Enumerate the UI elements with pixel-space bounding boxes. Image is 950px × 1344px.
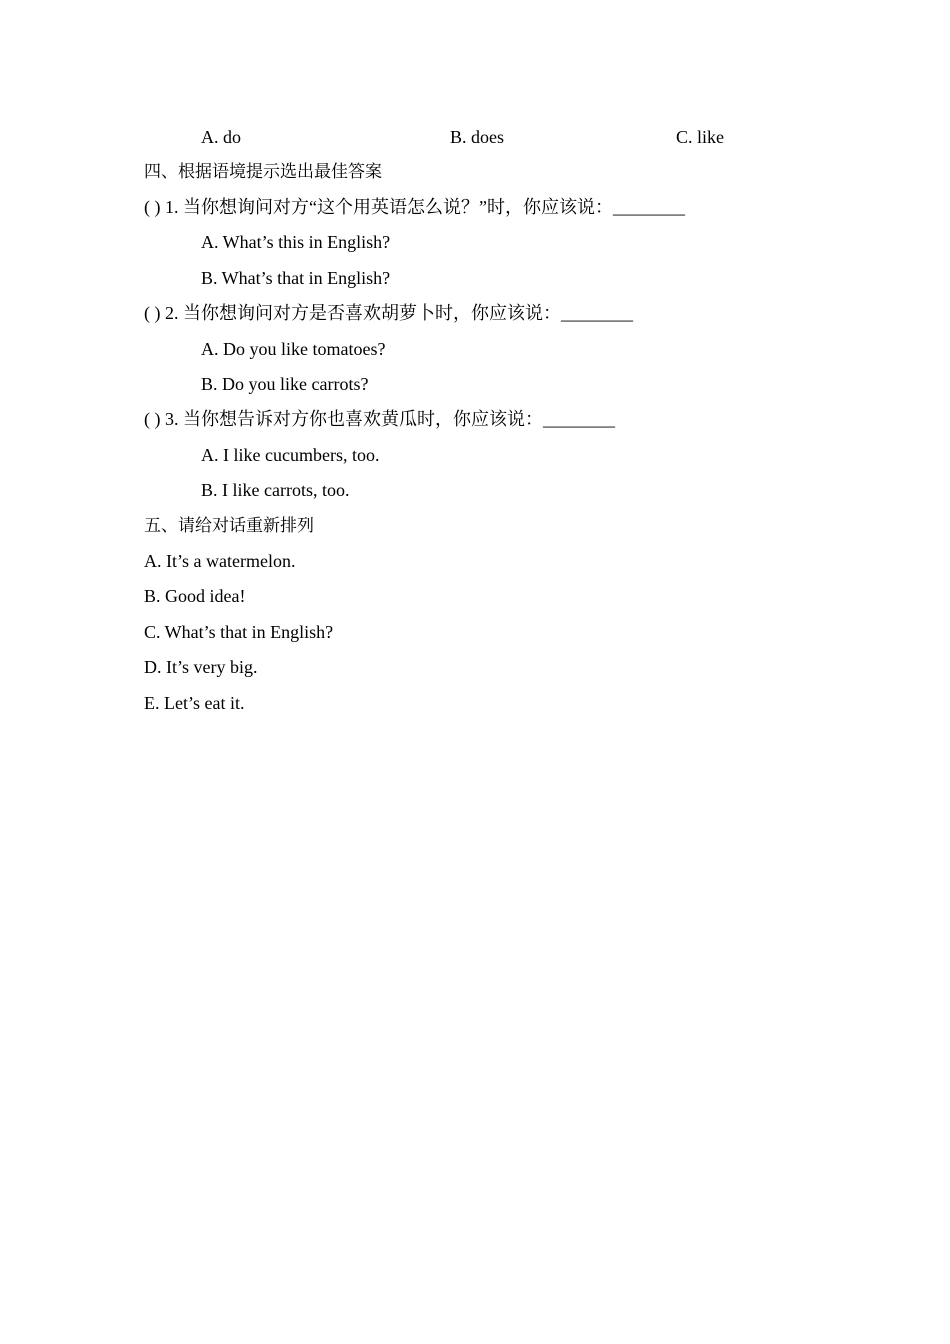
prev-option-a: A. do (201, 127, 241, 147)
question-1-prompt: ( ) 1. 当你想询问对方“这个用英语怎么说？”时，你应该说：________ (144, 197, 685, 217)
prev-option-c: C. like (676, 127, 724, 147)
section4-heading: 四、根据语境提示选出最佳答案 (144, 162, 382, 182)
question-2-option-a: A. Do you like tomatoes? (201, 339, 386, 359)
question-1-option-a: A. What’s this in English? (201, 232, 391, 252)
dialogue-item-a: A. It’s a watermelon. (144, 551, 296, 571)
question-3-prompt: ( ) 3. 当你想告诉对方你也喜欢黄瓜时，你应该说：________ (144, 409, 615, 429)
dialogue-item-c: C. What’s that in English? (144, 622, 334, 642)
question-3-option-a: A. I like cucumbers, too. (201, 445, 380, 465)
question-3-option-b: B. I like carrots, too. (201, 480, 350, 500)
dialogue-item-d: D. It’s very big. (144, 657, 258, 677)
section5-heading: 五、请给对话重新排列 (144, 516, 314, 536)
question-1-option-b: B. What’s that in English? (201, 268, 391, 288)
prev-option-b: B. does (450, 127, 504, 147)
question-2-option-b: B. Do you like carrots? (201, 374, 369, 394)
dialogue-item-e: E. Let’s eat it. (144, 693, 245, 713)
question-2-prompt: ( ) 2. 当你想询问对方是否喜欢胡萝卜时，你应该说：________ (144, 303, 633, 323)
dialogue-item-b: B. Good idea! (144, 586, 246, 606)
